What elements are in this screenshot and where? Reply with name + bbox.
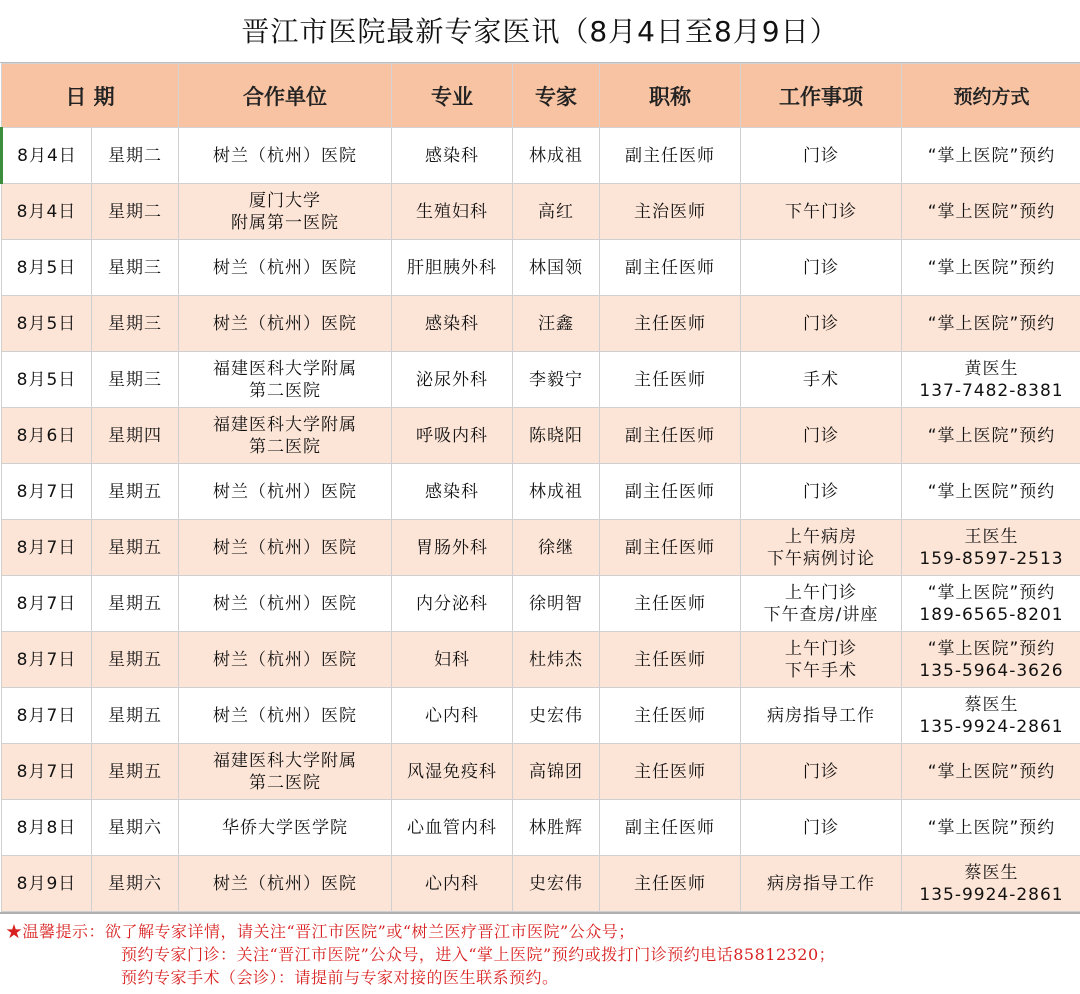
- unit-cell-line: 树兰（杭州）医院: [213, 537, 357, 558]
- expert-cell: 高锦团: [513, 744, 600, 800]
- position-cell: 副主任医师: [600, 240, 741, 296]
- work-cell-line: 手术: [803, 369, 839, 390]
- weekday-cell: 星期五: [92, 632, 179, 688]
- booking-cell-line: 蔡医生: [964, 694, 1019, 715]
- booking-cell-line: “掌上医院”预约: [927, 638, 1056, 659]
- work-cell-line: 门诊: [803, 481, 839, 502]
- work-cell: [741, 688, 902, 744]
- weekday-cell: 星期二: [92, 128, 179, 184]
- booking-cell-line: “掌上医院”预约: [927, 425, 1056, 446]
- booking-cell: [902, 128, 1080, 184]
- expert-cell: 徐继: [513, 520, 600, 576]
- booking-cell: [902, 408, 1080, 464]
- unit-cell-line: 福建医科大学附属: [213, 414, 357, 435]
- table-row: [2, 240, 1080, 296]
- work-cell-line: 下午门诊: [785, 201, 857, 222]
- work-cell-line: 门诊: [803, 313, 839, 334]
- dept-cell: 肝胆胰外科: [392, 240, 513, 296]
- date-cell: 8月8日: [2, 800, 92, 856]
- dept-cell: 感染科: [392, 128, 513, 184]
- work-cell-line: 病房指导工作: [767, 873, 875, 894]
- work-cell: [741, 800, 902, 856]
- unit-cell-line: 树兰（杭州）医院: [213, 145, 357, 166]
- unit-cell: [179, 744, 392, 800]
- table-row: [2, 688, 1080, 744]
- unit-cell: [179, 800, 392, 856]
- weekday-cell: 星期五: [92, 464, 179, 520]
- expert-cell: 徐明智: [513, 576, 600, 632]
- date-cell: 8月5日: [2, 240, 92, 296]
- table-row: [2, 408, 1080, 464]
- position-cell: 主任医师: [600, 576, 741, 632]
- footer-line-3: 预约专家手术（会诊）：请提前与专家对接的医生联系预约。: [121, 968, 559, 987]
- unit-cell: [179, 408, 392, 464]
- booking-cell-line: “掌上医院”预约: [927, 201, 1056, 222]
- dept-cell: 泌尿外科: [392, 352, 513, 408]
- work-cell: [741, 744, 902, 800]
- date-cell: 8月7日: [2, 464, 92, 520]
- work-cell: [741, 856, 902, 912]
- position-cell: 主任医师: [600, 632, 741, 688]
- unit-cell: [179, 240, 392, 296]
- date-cell: 8月7日: [2, 744, 92, 800]
- table-header-row: [2, 64, 1080, 128]
- expert-cell: 林国领: [513, 240, 600, 296]
- work-cell: [741, 632, 902, 688]
- work-cell-line: 上午门诊: [785, 582, 857, 603]
- unit-cell: [179, 296, 392, 352]
- position-cell: 主任医师: [600, 296, 741, 352]
- unit-cell-line: 树兰（杭州）医院: [213, 257, 357, 278]
- date-cell: 8月7日: [2, 632, 92, 688]
- booking-cell-line: “掌上医院”预约: [927, 817, 1056, 838]
- position-cell: 副主任医师: [600, 520, 741, 576]
- work-cell-line: 上午病房: [785, 526, 857, 547]
- work-cell-line: 门诊: [803, 817, 839, 838]
- booking-cell-line: 159-8597-2513: [919, 548, 1064, 569]
- date-cell: 8月9日: [2, 856, 92, 912]
- weekday-cell: 星期五: [92, 688, 179, 744]
- table-row: [2, 184, 1080, 240]
- date-cell: 8月5日: [2, 352, 92, 408]
- weekday-cell: 星期二: [92, 184, 179, 240]
- unit-cell: [179, 576, 392, 632]
- header-unit: 合作单位: [179, 64, 392, 128]
- booking-cell: [902, 856, 1080, 912]
- date-cell: 8月7日: [2, 688, 92, 744]
- weekday-cell: 星期三: [92, 240, 179, 296]
- unit-cell-line: 第二医院: [249, 380, 321, 401]
- work-cell: [741, 240, 902, 296]
- date-cell: 8月7日: [2, 520, 92, 576]
- unit-cell: [179, 184, 392, 240]
- booking-cell-line: “掌上医院”预约: [927, 257, 1056, 278]
- expert-cell: 杜炜杰: [513, 632, 600, 688]
- dept-cell: 感染科: [392, 296, 513, 352]
- work-cell: [741, 408, 902, 464]
- unit-cell: [179, 632, 392, 688]
- weekday-cell: 星期五: [92, 576, 179, 632]
- position-cell: 副主任医师: [600, 128, 741, 184]
- weekday-cell: 星期六: [92, 800, 179, 856]
- work-cell-line: 病房指导工作: [767, 705, 875, 726]
- table-row: [2, 520, 1080, 576]
- work-cell-line: 上午门诊: [785, 638, 857, 659]
- weekday-cell: 星期四: [92, 408, 179, 464]
- position-cell: 主任医师: [600, 352, 741, 408]
- date-cell: 8月7日: [2, 576, 92, 632]
- dept-cell: 心内科: [392, 688, 513, 744]
- date-cell: 8月4日: [2, 128, 92, 184]
- position-cell: 副主任医师: [600, 464, 741, 520]
- header-booking: 预约方式: [902, 64, 1080, 128]
- unit-cell-line: 树兰（杭州）医院: [213, 313, 357, 334]
- booking-cell: [902, 184, 1080, 240]
- position-cell: 副主任医师: [600, 800, 741, 856]
- expert-cell: 史宏伟: [513, 856, 600, 912]
- table-row: [2, 352, 1080, 408]
- work-cell-line: 门诊: [803, 145, 839, 166]
- booking-cell-line: “掌上医院”预约: [927, 582, 1056, 603]
- table-row: [2, 464, 1080, 520]
- unit-cell: [179, 128, 392, 184]
- unit-cell-line: 树兰（杭州）医院: [213, 705, 357, 726]
- unit-cell: [179, 464, 392, 520]
- schedule-table: [0, 63, 1080, 912]
- unit-cell-line: 福建医科大学附属: [213, 750, 357, 771]
- expert-cell: 林胜辉: [513, 800, 600, 856]
- work-cell-line: 下午查房/讲座: [763, 604, 879, 625]
- header-dept: 专业: [392, 64, 513, 128]
- position-cell: 主任医师: [600, 688, 741, 744]
- booking-cell: [902, 296, 1080, 352]
- booking-cell: [902, 688, 1080, 744]
- work-cell: [741, 128, 902, 184]
- table-row: [2, 856, 1080, 912]
- position-cell: 主任医师: [600, 744, 741, 800]
- booking-cell: [902, 632, 1080, 688]
- unit-cell-line: 树兰（杭州）医院: [213, 649, 357, 670]
- table-row: [2, 800, 1080, 856]
- expert-cell: 史宏伟: [513, 688, 600, 744]
- work-cell: [741, 352, 902, 408]
- dept-cell: 风湿免疫科: [392, 744, 513, 800]
- booking-cell: [902, 352, 1080, 408]
- table-row: [2, 576, 1080, 632]
- booking-cell-line: 黄医生: [964, 358, 1019, 379]
- booking-cell-line: 蔡医生: [964, 862, 1019, 883]
- unit-cell: [179, 856, 392, 912]
- booking-cell-line: 135-9924-2861: [919, 884, 1064, 905]
- dept-cell: 生殖妇科: [392, 184, 513, 240]
- work-cell-line: 门诊: [803, 761, 839, 782]
- booking-cell: [902, 240, 1080, 296]
- dept-cell: 胃肠外科: [392, 520, 513, 576]
- weekday-cell: 星期三: [92, 296, 179, 352]
- work-cell-line: 下午病例讨论: [767, 548, 875, 569]
- table-row: [2, 128, 1080, 184]
- booking-cell-line: 王医生: [964, 526, 1019, 547]
- weekday-cell: 星期六: [92, 856, 179, 912]
- work-cell: [741, 296, 902, 352]
- booking-cell-line: “掌上医院”预约: [927, 761, 1056, 782]
- header-expert: 专家: [513, 64, 600, 128]
- footer-line-2: 预约专家门诊：关注“晋江市医院”公众号，进入“掌上医院”预约或拨打门诊预约电话85812320；: [121, 945, 836, 964]
- unit-cell-line: 树兰（杭州）医院: [213, 873, 357, 894]
- unit-cell-line: 厦门大学: [249, 190, 321, 211]
- dept-cell: 心内科: [392, 856, 513, 912]
- unit-cell-line: 树兰（杭州）医院: [213, 593, 357, 614]
- unit-cell-line: 福建医科大学附属: [213, 358, 357, 379]
- work-cell: [741, 464, 902, 520]
- booking-cell-line: “掌上医院”预约: [927, 313, 1056, 334]
- table-row: [2, 296, 1080, 352]
- work-cell: [741, 576, 902, 632]
- unit-cell: [179, 520, 392, 576]
- page-title: 晋江市医院最新专家医讯（8月4日至8月9日）: [0, 0, 1080, 63]
- booking-cell-line: 189-6565-8201: [919, 604, 1064, 625]
- header-position: 职称: [600, 64, 741, 128]
- work-cell-line: 门诊: [803, 425, 839, 446]
- dept-cell: 心血管内科: [392, 800, 513, 856]
- position-cell: 主任医师: [600, 856, 741, 912]
- unit-cell-line: 树兰（杭州）医院: [213, 481, 357, 502]
- unit-cell-line: 附属第一医院: [231, 212, 339, 233]
- footer-line-1: ★温馨提示：欲了解专家详情，请关注“晋江市医院”或“树兰医疗晋江市医院”公众号；: [6, 922, 635, 941]
- date-cell: 8月6日: [2, 408, 92, 464]
- expert-cell: 林成祖: [513, 128, 600, 184]
- expert-cell: 林成祖: [513, 464, 600, 520]
- position-cell: 副主任医师: [600, 408, 741, 464]
- booking-cell: [902, 800, 1080, 856]
- header-work: 工作事项: [741, 64, 902, 128]
- table-row: [2, 632, 1080, 688]
- position-cell: 主治医师: [600, 184, 741, 240]
- expert-cell: 李毅宁: [513, 352, 600, 408]
- dept-cell: 感染科: [392, 464, 513, 520]
- expert-cell: 陈晓阳: [513, 408, 600, 464]
- expert-cell: 高红: [513, 184, 600, 240]
- booking-cell: [902, 520, 1080, 576]
- dept-cell: 妇科: [392, 632, 513, 688]
- expert-cell: 汪鑫: [513, 296, 600, 352]
- weekday-cell: 星期五: [92, 520, 179, 576]
- booking-cell: [902, 576, 1080, 632]
- work-cell-line: 下午手术: [785, 660, 857, 681]
- unit-cell-line: 华侨大学医学院: [222, 817, 348, 838]
- date-cell: 8月4日: [2, 184, 92, 240]
- booking-cell-line: 135-5964-3626: [919, 660, 1064, 681]
- unit-cell-line: 第二医院: [249, 436, 321, 457]
- dept-cell: 内分泌科: [392, 576, 513, 632]
- booking-cell-line: 135-9924-2861: [919, 716, 1064, 737]
- work-cell: [741, 520, 902, 576]
- booking-cell-line: “掌上医院”预约: [927, 145, 1056, 166]
- work-cell-line: 门诊: [803, 257, 839, 278]
- booking-cell: [902, 744, 1080, 800]
- unit-cell: [179, 688, 392, 744]
- dept-cell: 呼吸内科: [392, 408, 513, 464]
- unit-cell-line: 第二医院: [249, 772, 321, 793]
- unit-cell: [179, 352, 392, 408]
- weekday-cell: 星期五: [92, 744, 179, 800]
- table-row: [2, 744, 1080, 800]
- date-cell: 8月5日: [2, 296, 92, 352]
- booking-cell: [902, 464, 1080, 520]
- footer-notice: [0, 912, 1080, 989]
- work-cell: [741, 184, 902, 240]
- booking-cell-line: 137-7482-8381: [919, 380, 1064, 401]
- weekday-cell: 星期三: [92, 352, 179, 408]
- booking-cell-line: “掌上医院”预约: [927, 481, 1056, 502]
- header-date: 日 期: [2, 64, 179, 128]
